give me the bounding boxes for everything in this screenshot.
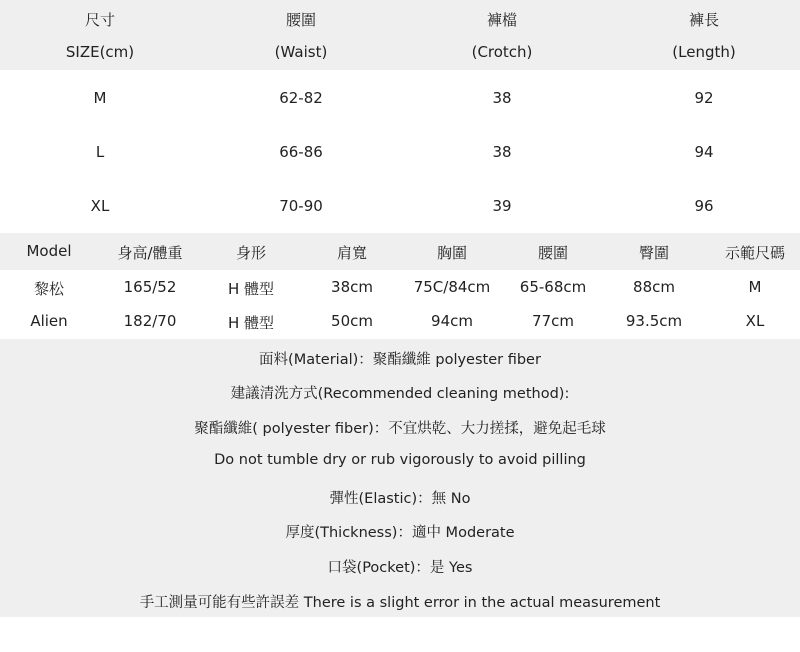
model-name-cell: Alien — [30, 312, 68, 330]
demo-size-cell: M — [748, 278, 762, 296]
waist-cell: 77cm — [532, 312, 574, 330]
body-type-cell: H 體型 — [227, 314, 275, 332]
length-cell: 94 — [694, 143, 714, 161]
header-hip: 臀圍 — [638, 244, 670, 262]
height-weight-cell: 165/52 — [123, 278, 177, 296]
table-row — [0, 304, 800, 338]
header-model: Model — [26, 242, 72, 260]
pocket-line: 口袋(Pocket)：是 Yes — [327, 560, 473, 576]
header-size-zh: 尺寸 — [84, 11, 116, 29]
chest-cell: 94cm — [431, 312, 473, 330]
header-length-en: (Length) — [672, 43, 736, 61]
body-type-cell: H 體型 — [227, 280, 275, 298]
table-row — [0, 178, 800, 232]
table-row — [0, 124, 800, 178]
waist-cell: 70-90 — [279, 197, 323, 215]
thickness-line: 厚度(Thickness)：適中 Moderate — [285, 525, 515, 541]
shoulder-cell: 50cm — [331, 312, 373, 330]
crotch-cell: 38 — [492, 89, 512, 107]
size-table-header — [0, 0, 800, 70]
header-waist-zh: 腰圍 — [285, 11, 317, 29]
header-size-en: SIZE(cm) — [65, 43, 135, 61]
header-chest: 胸圍 — [436, 244, 468, 262]
waist-cell: 66-86 — [279, 143, 323, 161]
cleaning-en-line: Do not tumble dry or rub vigorously to avoid pilling — [214, 452, 586, 468]
header-demo-size: 示範尺碼 — [724, 244, 786, 262]
header-crotch-zh: 褲檔 — [486, 11, 518, 29]
header-waist-en: (Waist) — [274, 43, 328, 61]
header-length-zh: 褲長 — [688, 11, 720, 29]
model-table-header — [0, 233, 800, 270]
length-cell: 92 — [694, 89, 714, 107]
height-weight-cell: 182/70 — [123, 312, 177, 330]
waist-cell: 62-82 — [279, 89, 323, 107]
measurement-note: 手工測量可能有些許誤差 There is a slight error in the actual measurement — [139, 595, 661, 611]
size-cell: XL — [90, 197, 110, 215]
model-name-cell: 黎松 — [33, 280, 65, 298]
table-row — [0, 270, 800, 304]
cleaning-zh-line: 聚酯纖維( polyester fiber)：不宜烘乾、大力搓揉，避免起毛球 — [194, 421, 606, 437]
length-cell: 96 — [694, 197, 714, 215]
hip-cell: 88cm — [633, 278, 675, 296]
size-table — [0, 0, 800, 232]
demo-size-cell: XL — [745, 312, 765, 330]
elastic-line: 彈性(Elastic)：無 No — [329, 491, 471, 507]
shoulder-cell: 38cm — [331, 278, 373, 296]
waist-cell: 65-68cm — [519, 278, 587, 296]
chest-cell: 75C/84cm — [413, 278, 491, 296]
hip-cell: 93.5cm — [625, 312, 683, 330]
header-waist: 腰圍 — [537, 244, 569, 262]
crotch-cell: 38 — [492, 143, 512, 161]
table-row — [0, 70, 800, 124]
material-line: 面料(Material)：聚酯纖維 polyester fiber — [259, 352, 541, 368]
header-body-type: 身形 — [235, 244, 267, 262]
model-table — [0, 233, 800, 338]
cleaning-title: 建議清洗方式(Recommended cleaning method): — [230, 386, 570, 402]
size-cell: L — [95, 143, 105, 161]
header-height-weight: 身高/體重 — [117, 244, 183, 262]
product-info-block — [0, 339, 800, 617]
crotch-cell: 39 — [492, 197, 512, 215]
header-crotch-en: (Crotch) — [471, 43, 533, 61]
header-shoulder: 肩寬 — [336, 244, 368, 262]
size-cell: M — [93, 89, 107, 107]
